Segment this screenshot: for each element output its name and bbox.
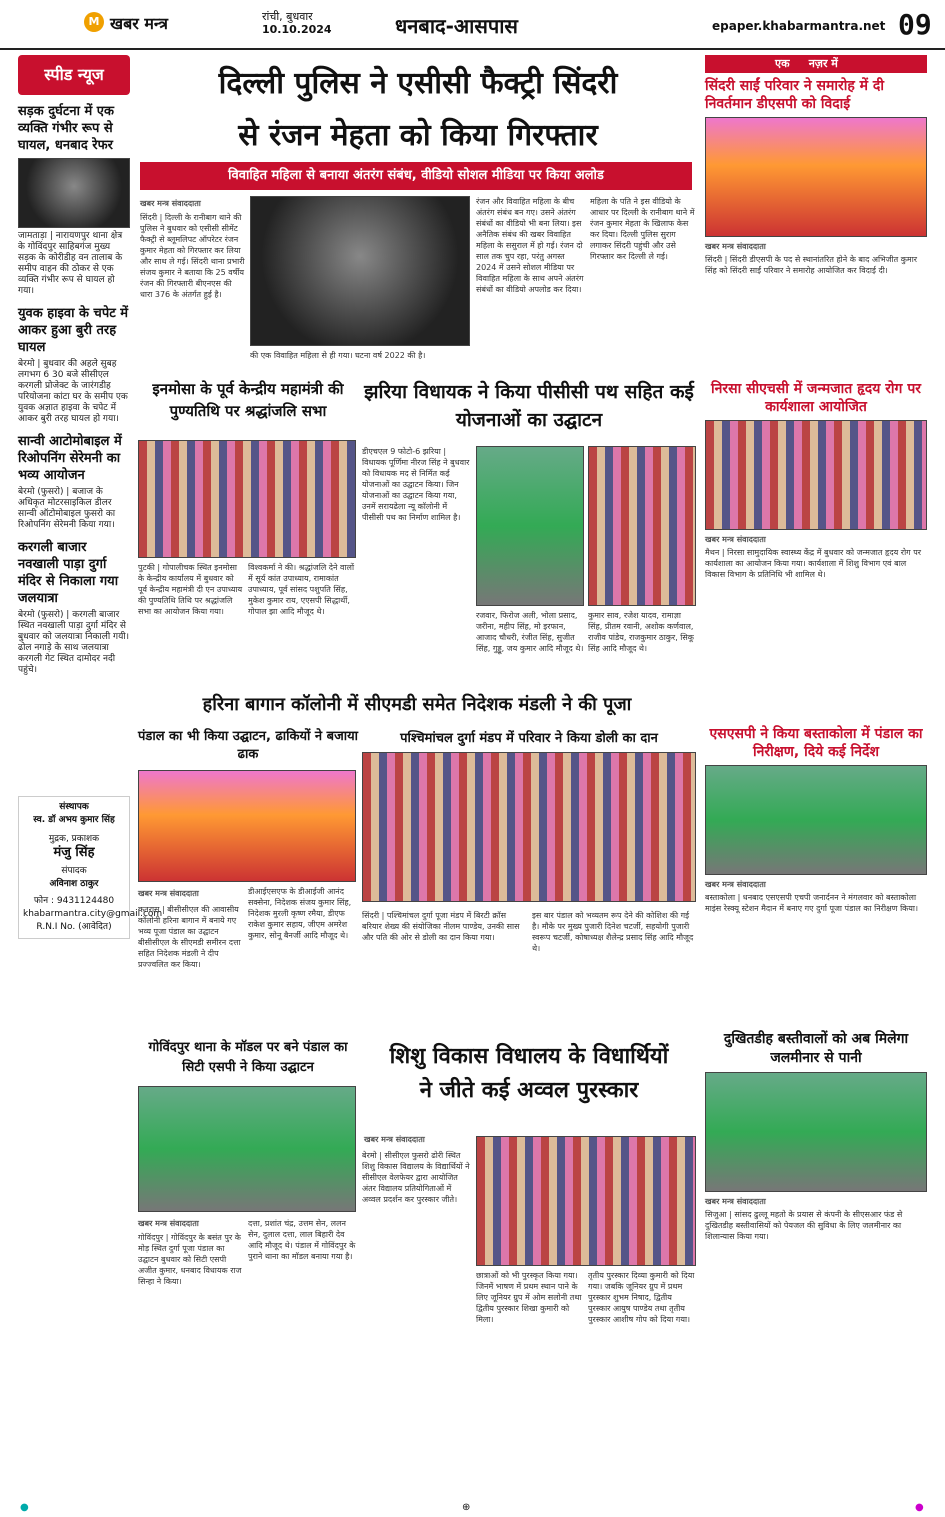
imprint-publisher: मंजु सिंह xyxy=(53,845,95,860)
byline: खबर मन्त्र संवाददाता xyxy=(140,199,201,208)
story-photo xyxy=(705,1072,927,1192)
story-headline: सिंदरी साईं परिवार ने समारोह में दी निवर्तमान डीएसपी को विदाई xyxy=(705,78,884,112)
imprint-label: मुद्रक, प्रकाशक xyxy=(48,834,100,844)
imprint-box xyxy=(18,796,163,939)
story-headline-line: शिशु विकास विधालय के विधार्थियों xyxy=(389,1044,669,1069)
byline: खबर मन्त्र संवाददाता xyxy=(364,1135,425,1144)
story-headline: दुखितडीह बस्तीवालों को अब मिलेगा जलमीनार से पानी xyxy=(723,1031,909,1066)
story-headline xyxy=(362,1040,696,1108)
imprint-phone: फोन : 9431124480 xyxy=(33,896,115,906)
story-headline: गोविंदपुर थाना के मॉडल पर बने पंडाल का सिटी एसपी ने किया उद्घाटन xyxy=(148,1040,348,1075)
brief-headline: करगली बाजार नवखाली पाड़ा दुर्गा मंदिर से निकाला गया जलयात्रा xyxy=(18,540,119,606)
brief-headline: सान्वी आटोमोबाइल में रिओपनिंग सेरेमनी का भव्य आयोजन xyxy=(18,434,122,483)
brand-logo-icon: M xyxy=(84,12,104,32)
brief-photo xyxy=(18,158,130,228)
registration-mark-icon: ⊕ xyxy=(462,1502,471,1513)
story-subheadline: पश्चिमांचल दुर्गा मंडप में परिवार ने किया डोली का दान xyxy=(400,731,658,746)
story-text: सिंदरी | सिंदरी डीएसपी के पद से स्थानांतरित होने के बाद अभिजीत कुमार सिंह को सिंदरी साईं परिवार ने समारोह आयोजित कर विदाई दी। xyxy=(705,255,918,275)
story-text: दत्ता, प्रशांत चंद्र, उत्तम सेन, ललन सेन, दुलाल दत्ता, लाल बिहारी देव आदि मौजूद थे। पंडाल में गोविंदपुर के पुराने थाना का मॉडल बनाया गया है। xyxy=(248,1219,356,1261)
registration-mark-icon: ● xyxy=(915,1502,924,1513)
lead-headline-line: दिल्ली पुलिस ने एसीसी फैक्ट्री सिंदरी xyxy=(218,66,618,101)
lead-story-text: महिला के पति ने इस वीडियो के आधार पर दिल्ली के रानीबाग थाने में रंजन कुमार मेहता के खिलाफ केस कर दिया। दिल्ली पुलिस सुराग लगाकर सिंदरी पहुंची और उसे गिरफ्तार कर दिल्ली ले गई। xyxy=(590,197,695,261)
story-text: सिजुआ | सांसद ढुल्लू महतो के प्रयास से कंपनी के सीएसआर फंड से दुखितडीह बस्तीवासियों को पेयजल की सुविधा के लिए जलमीनार का शिलान्यास किया गया। xyxy=(705,1210,903,1241)
story-text: कतरास | बीसीसीएल की आवासीय कॉलोनी हरिना बागान में बनाये गए भव्य पूजा पंडाल का उद्घाटन बीसीसीएल के सीएमडी समीरन दत्ता सहित निदेशक मंडली ने दीप प्रज्ज्वलित कर किया। xyxy=(138,905,241,969)
story-text: सिंदरी | पश्चिमांचल दुर्गा पूजा मंडप में बिरटी क्रॉस बरियार शेख्य की संयोजिका नीलम पाण्डेय, उनकी सास और पति की ओर से डोली का दान किया गया। xyxy=(362,911,520,942)
story-photo xyxy=(705,117,927,237)
byline: खबर मन्त्र संवाददाता xyxy=(705,535,766,544)
story-photo xyxy=(705,765,927,875)
brief-text: बेरमो (फुसरो) | बजाज के अधिकृत मोटरसाइकिल डीलर सान्वी ऑटोमोबाइल फुसरो का रिओपनिंग सेरेमनी किया गया। xyxy=(18,487,116,530)
glance-tag-left: एक xyxy=(775,57,790,70)
story-headline: झरिया विधायक ने किया पीसीसी पथ सहित कई योजनाओं का उद्घाटन xyxy=(364,381,694,431)
lead-story-text: रंजन और विवाहित महिला के बीच अंतरंग संबंध बन गए। उसने अंतरंग संबंधों का वीडियो भी बना लिया। इस अनैतिक संबंध की खबर विवाहित महिला के ससुराल में हो गई। रंजन दो साल तक चुप रहा, परंतु अगस्त 2024 में उसने सोशल मीडिया पर विवाहित महिला के साथ अपने अंतरंग संबंधों का वीडियो अपलोड कर दिया। xyxy=(476,197,584,294)
story-photo xyxy=(362,752,696,902)
brief-text: जामताड़ा | नारायणपुर थाना क्षेत्र के गोविंदपुर साहिबगंज मुख्य सड़क के कोरीडीह वन तालाब के समीप वाहन की ठोकर से एक व्यक्ति गंभीर रूप से घायल हो गया। xyxy=(18,231,123,296)
story-photo xyxy=(138,1086,356,1212)
story-photo xyxy=(476,1136,696,1266)
section-title: धनबाद-आसपास xyxy=(395,14,518,38)
story-text: बेरमो | सीसीएल फुसरो ढोरी स्थित शिशु विकास विद्यालय के विद्यार्थियों ने सीसीएल वेलफेयर द्वारा आयोजित अंतर विद्यालय प्रतियोगिताओं में अव्वल प्रदर्शन कर पुरस्कार जीते। xyxy=(362,1151,470,1204)
story-photo xyxy=(138,770,356,882)
story-text: मैथन | निरसा सामुदायिक स्वास्थ्य केंद्र में बुधवार को जन्मजात हृदय रोग पर कार्यशाला का आयोजन किया गया। कार्यशाला में शिशु विभाग एवं बाल विकास विभाग के प्रतिनिधि भी शामिल थे। xyxy=(705,548,922,579)
story-photo xyxy=(705,420,927,530)
lead-photo-caption: की एक विवाहित महिला से ही गया। घटना वर्ष 2022 की है। xyxy=(250,351,426,360)
date: 10.10.2024 xyxy=(262,23,332,36)
story-text: तृतीय पुरस्कार दिव्या कुमारी को दिया गया। जबकि जूनियर ग्रुप में प्रथम पुरस्कार शुभम निषाद, द्वितीय पुरस्कार आयुष पाण्डेय तथा तृतीय पुरस्कार आशीष गोप को दिया गया। xyxy=(588,1271,695,1324)
byline: खबर मन्त्र संवाददाता xyxy=(705,242,766,251)
lead-photo xyxy=(250,196,470,346)
brief-text: बेरमो (फुसरो) | करगली बाजार स्थित नवखाली पाड़ा दुर्गा मंदिर से बुधवार को जलयात्रा निकाली गयी। ढोल नगाड़े के साथ जलयात्रा करगली गेट स्थित दामोदर नदी पहुंचे। xyxy=(18,610,130,675)
story-text: डीआईएसएफ के डीआईजी आनंद सक्सेना, निदेशक संजय कुमार सिंह, निदेशक मुरली कृष्ण रमैया, डीएफ राकेश कुमार सहाय, जीएम अमरेश कुमार, सोनू बैनर्जी आदि मौजूद थे। xyxy=(248,887,352,940)
page-header xyxy=(0,0,945,50)
story-text: रजवार, फिरोज अली, भोला प्रसाद, जरीना, महीप सिंह, मो इरफान, आजाद चौधरी, रंजीत सिंह, सुजीत सिंह, गुड्डू, जय कुमार आदि मौजूद थे। xyxy=(476,611,584,653)
imprint-label: संपादक xyxy=(61,866,87,876)
story-text: बस्ताकोला | धनबाद एसएसपी एचपी जनार्दनन ने मंगलवार को बस्ताकोला माइंस रेस्क्यू स्टेशन मैदान में बनाए गए दुर्गा पूजा पंडाल का निरीक्षण किया। xyxy=(705,893,919,913)
glance-tag-right: नज़र में xyxy=(808,57,838,70)
imprint-label: संस्थापक xyxy=(59,802,89,812)
byline: खबर मन्त्र संवाददाता xyxy=(138,889,199,898)
story-headline: हरिना बागान कॉलोनी में सीएमडी समेत निदेशक मंडली ने की पूजा xyxy=(202,694,632,715)
story-headline-line: ने जीते कई अव्वल पुरस्कार xyxy=(419,1078,639,1103)
brief-headline: युवक हाइवा के चपेट में आकर हुआ बुरी तरह घायल xyxy=(18,306,129,355)
lead-headline-line: से रंजन मेहता को किया गिरफ्तार xyxy=(238,118,598,153)
story-photo xyxy=(588,446,696,606)
imprint-rni: R.N.I No. (आवेदित) xyxy=(36,922,112,932)
lead-story-text: सिंदरी | दिल्ली के रानीबाग थाने की पुलिस ने बुधवार को एसीसी सीमेंट फैक्ट्री से ब्लूमलिपट ऑपरेटर रंजन कुमार मेहता को गिरफ्तार कर लिया और साथ ले गई। सिंदरी थाना प्रभारी संजय कुमार ने बताया कि 25 वर्षीय रंजन की गिरफ्तारी बीएनएस की धारा 376 के अंतर्गत हुई है। xyxy=(140,213,245,299)
story-photo xyxy=(476,446,584,606)
left-column xyxy=(18,55,163,1495)
story-headline: इनमोसा के पूर्व केन्द्रीय महामंत्री की पुण्यतिथि पर श्रद्धांजलि सभा xyxy=(152,380,344,420)
registration-mark-icon: ● xyxy=(20,1502,29,1513)
city-day: रांची, बुधवार xyxy=(262,10,313,23)
brief-text: बेरमो | बुधवार की अहले सुबह लगभग 6 30 बजे सीसीएल करगली प्रोजेक्ट के जारंगडीह परियोजना कांटा घर के समीप एक युवक अज्ञात हाइवा के चपेट में आकर बुरी तरह घायल हो गया। xyxy=(18,359,128,424)
imprint-editor: अविनाश ठाकुर xyxy=(49,879,99,889)
glance-tag xyxy=(705,55,927,73)
story-headline: एसएसपी ने किया बस्ताकोला में पंडाल का निरीक्षण, दिये कई निर्देश xyxy=(709,726,923,760)
dateline xyxy=(262,10,332,36)
story-text: इस बार पंडाल को भव्यतम रूप देने की कोशिश की गई है। मौके पर मुख्य पुजारी दिनेश चटर्जी, सहयोगी पुजारी स्वरूप चटर्जी, कोषाध्यक्ष शैलेन्द्र प्रसाद सिंह आदि मौजूद थे। xyxy=(532,911,694,953)
byline: खबर मन्त्र संवाददाता xyxy=(138,1219,199,1228)
story-subheadline: पंडाल का भी किया उद्घाटन, ढाकियों ने बजाया ढाक xyxy=(138,729,359,762)
story-text: डीएचएल 9 फोटो-6 झरिया | विधायक पूर्णिमा नीरज सिंह ने बुधवार को विधायक मद से निर्मित कई योजनाओं का उद्घाटन किया। जिन योजनाओं का उद्घाटन किया गया, उनमें सरायढेला न्यू कॉलोनी में पीसीसी पथ का निर्माण शामिल है। xyxy=(362,447,470,522)
speed-news-badge: स्पीड न्यूज xyxy=(18,55,130,95)
page-number: 09 xyxy=(898,8,932,41)
imprint-founder: स्व. डॉ अभय कुमार सिंह xyxy=(33,815,115,825)
story-text: गोविंदपुर | गोविंदपुर के बसंत पुर के मोड़ स्थित दुर्गा पूजा पंडाल का उद्घाटन बुधवार को सिटी एसपी अजीत कुमार, धनबाद विधायक राज सिन्हा ने किया। xyxy=(138,1233,242,1286)
story-photo xyxy=(138,440,356,558)
story-text: कुमार साव, रजेश यादव, रामाज्ञा सिंह, प्रीतम रवानी, अशोक कर्णवाल, राजीव पांडेय, राजकुमार ठाकुर, सिकू सिंह आदि मौजूद थे। xyxy=(588,611,694,653)
story-headline: निरसा सीएचसी में जन्मजात हृदय रोग पर कार्यशाला आयोजित xyxy=(710,381,921,415)
brand-name: खबर मन्त्र xyxy=(110,14,168,33)
story-text: छात्राओं को भी पुरस्कृत किया गया। जिनमें भाषण में प्रथम स्थान पाने के लिए जूनियर ग्रुप में ओम सलोनी तथा द्वितीय पुरस्कार शिखा कुमारी को मिला। xyxy=(476,1271,582,1324)
right-column xyxy=(705,55,927,1495)
brief-headline: सड़क दुर्घटना में एक व्यक्ति गंभीर रूप से घायल, धनबाद रेफर xyxy=(18,104,114,153)
lead-headline xyxy=(138,58,698,162)
byline: खबर मन्त्र संवाददाता xyxy=(705,1197,766,1206)
imprint-email[interactable]: khabarmantra.city@gmail.com xyxy=(23,909,163,919)
story-text: विश्वकर्मा ने की। श्रद्धांजलि देने वालों में सूर्य कांत उपाध्याय, रामाकांत उपाध्याय, पूर्व सांसद पशुपति सिंह, मुकेश कुमार राय, एएसपी सिद्धार्थी, गोपाल झा आदि मौजूद थे। xyxy=(248,563,355,616)
byline: खबर मन्त्र संवाददाता xyxy=(705,880,766,889)
site-url[interactable]: epaper.khabarmantra.net xyxy=(712,19,886,33)
lead-subhead: विवाहित महिला से बनाया अंतरंग संबंध, वीडियो सोशल मीडिया पर किया अलोड xyxy=(140,162,692,190)
story-text: पुटकी | गोपालीचक स्थित इनमोसा के केन्द्रीय कार्यालय में बुधवार को पूर्व केन्द्रीय महामंत्री दी एन उपाध्याय की पुण्यतिथि तिथि पर श्रद्धांजलि सभा का आयोजन किया गया। xyxy=(138,563,243,616)
